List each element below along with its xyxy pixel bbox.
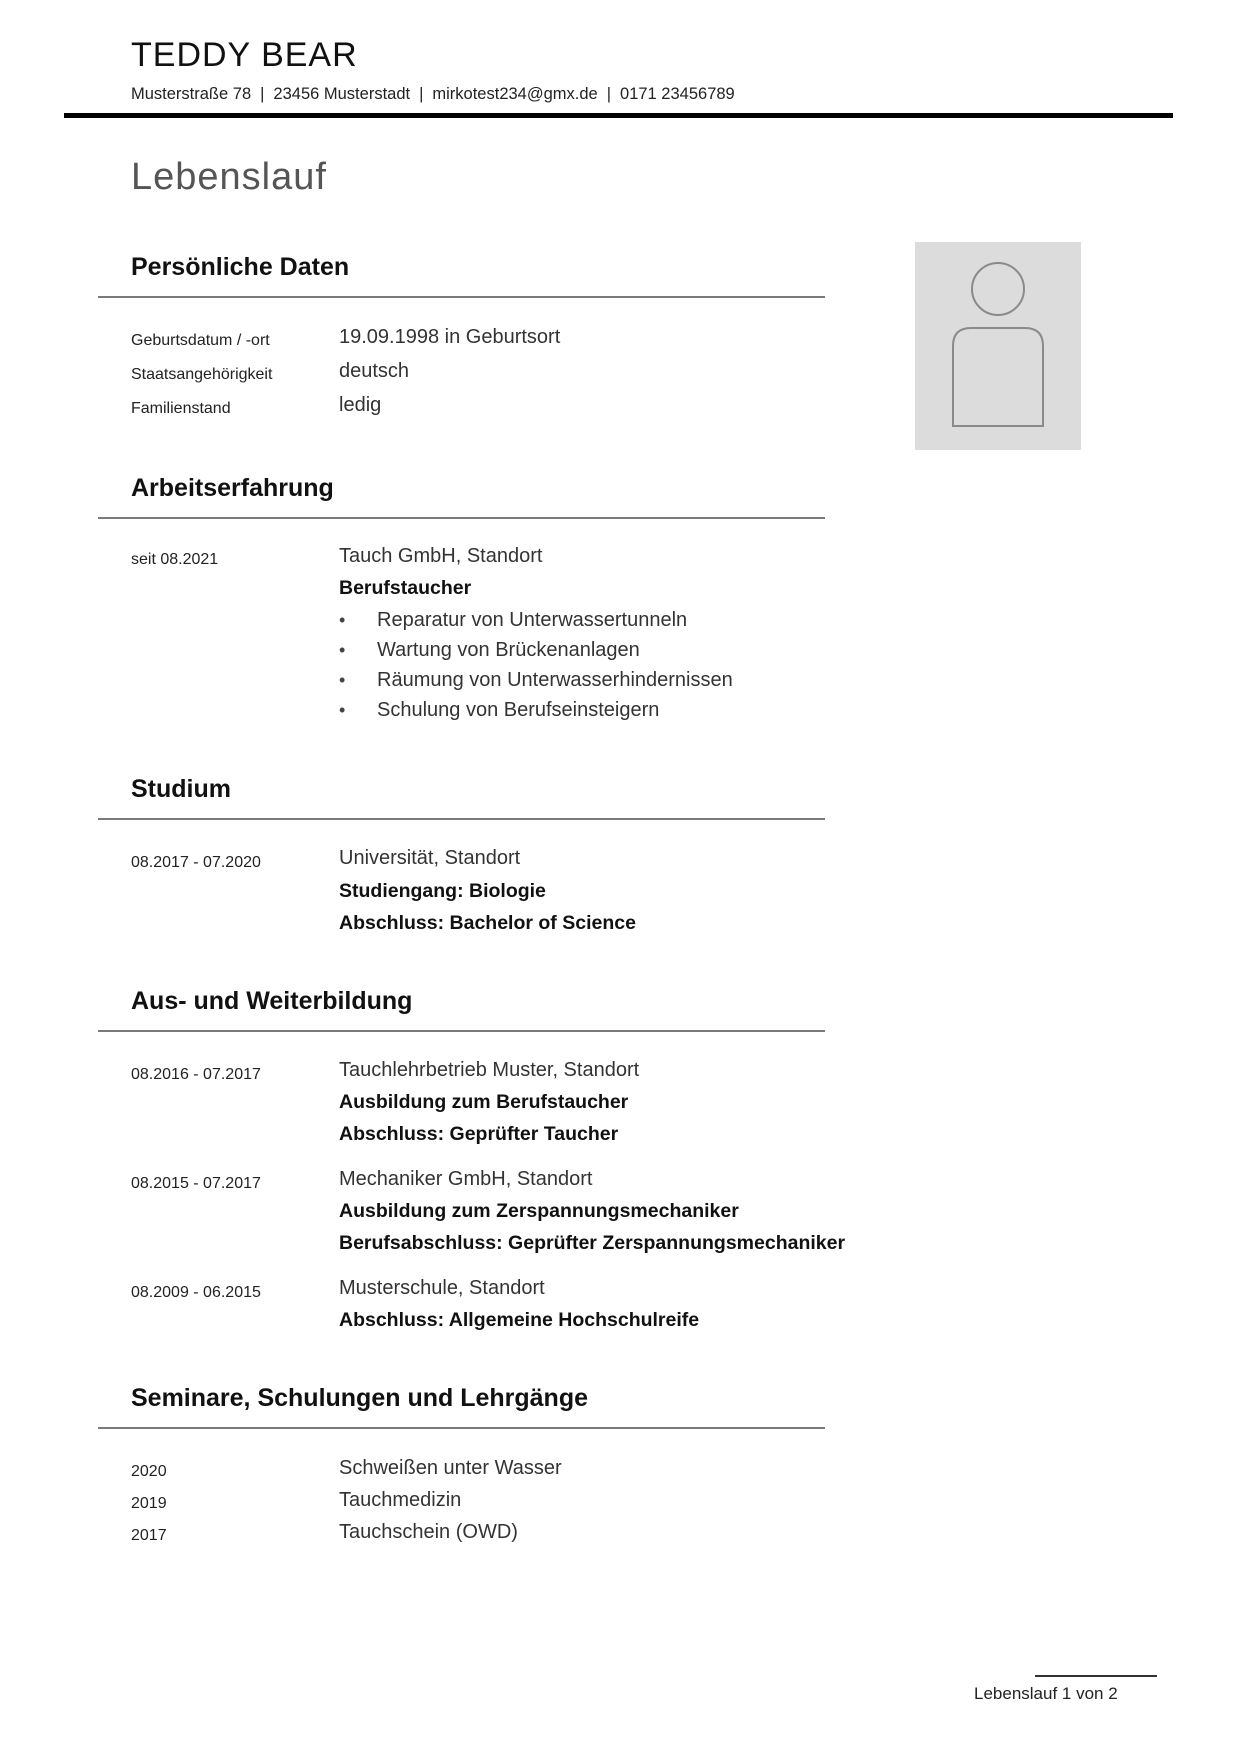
personal-value-marital: ledig [339,394,382,416]
section-title-work: Arbeitserfahrung [131,474,334,502]
seminar-name: Tauchmedizin [339,1489,462,1511]
work-role: Berufstaucher [339,577,472,599]
personal-label-birth: Geburtsdatum / -ort [131,332,270,349]
contact-phone: 0171 23456789 [620,85,735,103]
page-number: Lebenslauf 1 von 2 [974,1684,1118,1703]
section-title-training: Aus- und Weiterbildung [131,987,413,1015]
training-program: Ausbildung zum Zerspannungsmechaniker [339,1200,739,1222]
section-divider [98,818,825,820]
contact-separator: | [419,85,424,103]
seminar-year: 2020 [131,1463,167,1480]
footer-divider [1035,1675,1157,1677]
training-degree: Abschluss: Geprüfter Taucher [339,1123,619,1145]
training-date: 08.2015 - 07.2017 [131,1175,261,1192]
list-item: • Räumung von Unterwasserhindernissen [339,665,733,695]
section-divider [98,296,825,298]
contact-separator: | [606,85,612,103]
section-divider [98,1030,825,1032]
training-institution: Mechaniker GmbH, Standort [339,1168,593,1190]
study-degree: Abschluss: Bachelor of Science [339,912,636,934]
section-title-study: Studium [131,775,231,803]
training-date: 08.2009 - 06.2015 [131,1284,261,1301]
study-program: Studiengang: Biologie [339,880,546,902]
document-title: Lebenslauf [131,156,327,198]
training-degree: Berufsabschluss: Geprüfter Zerspannungsmechaniker [339,1232,846,1254]
personal-label-marital: Familienstand [131,400,231,417]
seminar-name: Tauchschein (OWD) [339,1521,518,1543]
list-item: • Reparatur von Unterwassertunneln [339,605,733,635]
header-divider [64,113,1173,118]
study-date: 08.2017 - 07.2020 [131,854,261,871]
personal-value-nationality: deutsch [339,360,410,382]
work-company: Tauch GmbH, Standort [339,545,543,567]
training-program: Ausbildung zum Berufstaucher [339,1091,629,1113]
section-divider [98,517,825,519]
section-divider [98,1427,825,1429]
seminar-year: 2017 [131,1527,167,1544]
contact-street: Musterstraße 78 [131,85,252,103]
contact-city: 23456 Musterstadt [273,85,411,103]
seminar-year: 2019 [131,1495,167,1512]
training-degree: Abschluss: Allgemeine Hochschulreife [339,1309,700,1331]
personal-value-birth: 19.09.1998 in Geburtsort [339,326,561,348]
contact-email: mirkotest234@gmx.de [432,85,598,103]
training-institution: Tauchlehrbetrieb Muster, Standort [339,1059,640,1081]
training-date: 08.2016 - 07.2017 [131,1066,261,1083]
work-date: seit 08.2021 [131,551,219,568]
section-title-personal: Persönliche Daten [131,253,350,281]
training-institution: Musterschule, Standort [339,1277,545,1299]
list-item: • Wartung von Brückenanlagen [339,635,733,665]
list-item: • Schulung von Berufseinsteigern [339,695,733,725]
seminar-name: Schweißen unter Wasser [339,1457,562,1479]
person-icon [915,242,1081,450]
personal-label-nationality: Staatsangehörigkeit [131,366,273,383]
photo-placeholder [915,242,1081,450]
section-title-seminars: Seminare, Schulungen und Lehrgänge [131,1384,589,1412]
applicant-name: TEDDY BEAR [131,36,358,74]
study-institution: Universität, Standort [339,847,521,869]
contact-separator: | [260,85,265,103]
work-tasks-list [339,605,733,725]
contact-line [131,85,735,104]
